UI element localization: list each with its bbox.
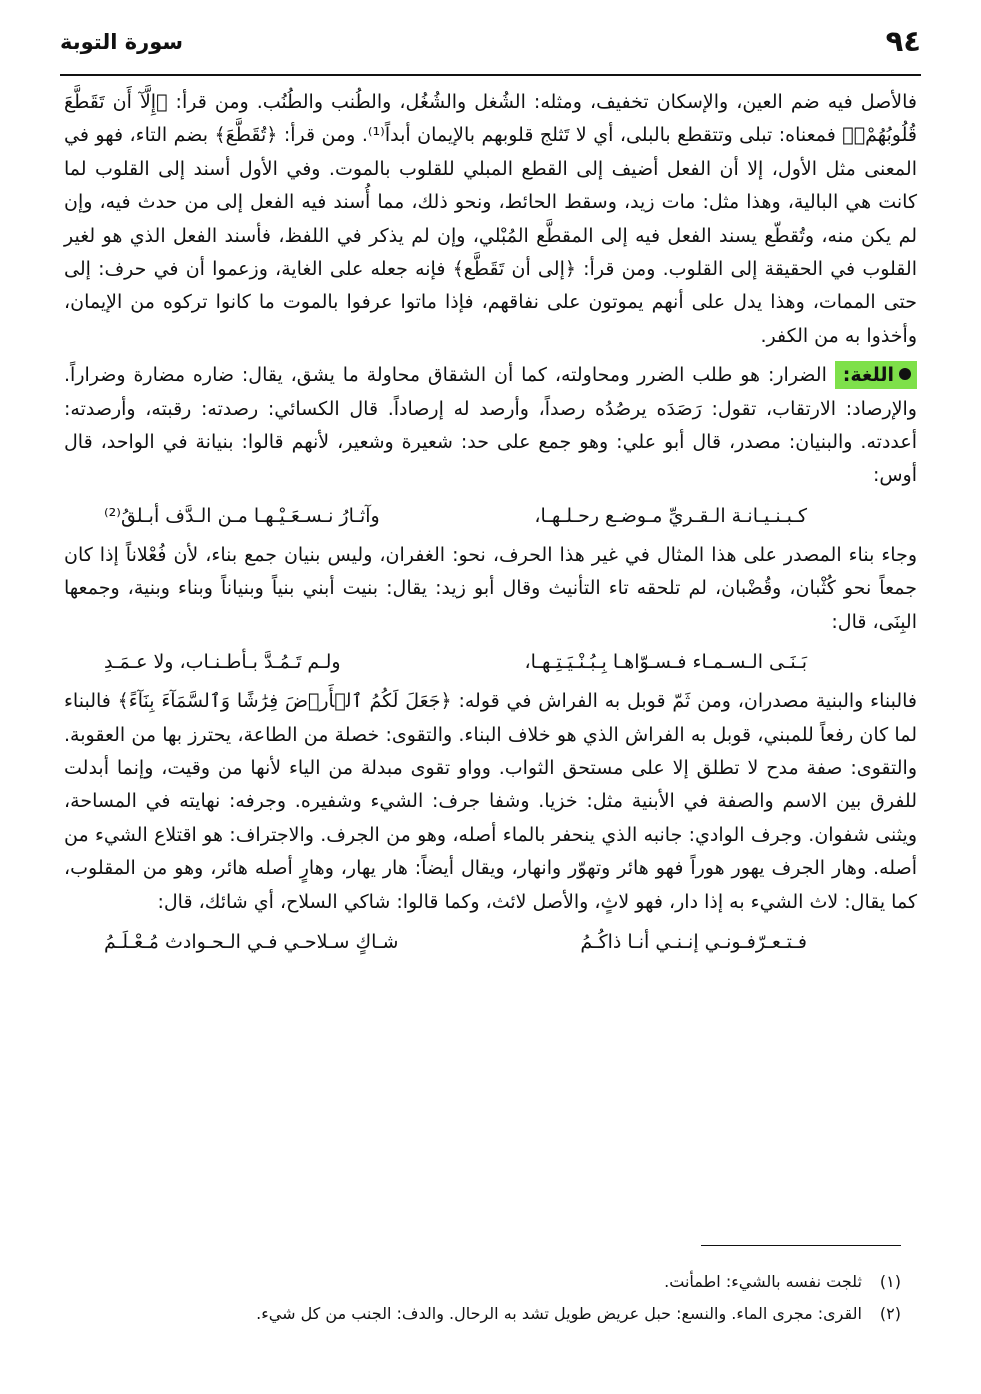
- footnote: [70, 1266, 901, 1298]
- footnote-text: القرى: مجرى الماء. والنسع: حبل عريض طويل تشد به الرحال. والدف: الجنب من كل شيء.: [256, 1304, 862, 1323]
- footnote: [70, 1298, 901, 1330]
- verse-hemistich: كـبـنـيـانـة الـقـريِّ مـوضـع رحـلـهـا،: [534, 504, 807, 527]
- bullet-icon: [899, 368, 911, 380]
- page-number: ٩٤: [885, 24, 921, 58]
- lugha-section-label: [835, 361, 917, 389]
- verse-hemistich: شـاكٍ سـلاحـي فـي الـحـوادث مُـعْـلَـمُ: [104, 930, 399, 953]
- verse-hemistich: فـتـعـرّفـونـي إنـنـي أنـا ذاكُـمُ: [580, 930, 807, 953]
- header-divider: [60, 74, 921, 76]
- main-text: [64, 86, 917, 965]
- paragraph-taqwa: فالبناء والبنية مصدران، ومن ثَمّ قوبل به الفراش في قوله: ﴿جَعَلَ لَكُمُ ٱلۡأَرۡضَ فِرَٰشًا وَٱلسَّمَآءَ بِنَآءً﴾ فالبناء لما كان رفعاً للمبني، قوبل به الفراش الذي هو خلاف البناء. والتقوى: خصلة من الطاعة، يحترز بها من العقوبة. والتقوى: صفة مدح لا تطلق إلا على مستحق الثواب. وواو تقوى مبدلة من الياء لأنها من وقيت، وإنما أبدلت للفرق بين الاسم والصفة في الأبنية مثل: خزيا. وشفا جرف: الشيء وشفيره. وجرفه: نهايته في المساحة، ويثنى شفوان. وجرف الوادي: جانبه الذي ينحفر بالماء أصله، وهو من الجرف. والاجتراف: هو اقتلاع الشيء من أصله. وهار الجرف يهور هوراً فهو هائر وتهوّر وانهار، ويقال أيضاً: هار يهار، وهارٍ أصله هائر، وهو من المقلوب، كما يقال: لاث الشيء به إذا دار، فهو لاثٍ، والأصل لائث، وكما قالوا: شاكي السلاح، أي شائك، قال:: [64, 690, 917, 913]
- verse-hemistich: ولـم تَـمُـدَّ بـأطـنـاب، ولا عـمَـدِ: [104, 651, 341, 674]
- paragraph-bunyan: وجاء بناء المصدر على هذا المثال في غير هذا الحرف، نحو: الغفران، وليس بنيان جمع بناء، لأن فُعْلاناً إذا كان جمعاً نحو كُثْبان، وقُضْبان، لم تلحقه تاء التأنيث وقال أبو زيد: يقال: بنيت أبني بنياً وبنياناً وبناء وبنية، وجمعها البِنَى، قال:: [64, 543, 917, 633]
- footnote-text: ثلجت نفسه بالشيء: اطمأنت.: [664, 1272, 862, 1291]
- surah-title: سورة التوبة: [60, 30, 184, 54]
- paragraph-readings: فالأصل فيه ضم العين، والإسكان تخفيف، ومثله: الشُغل والشُغُل، والطُنب والطُنُب. ومن قرأ: ﴿إِلَّآ أَن تَقَطَّعَ قُلُوبُهُمْۗ﴾ فمعناه: تبلى وتتقطع بالبلى، أي لا تَثلج قلوبهم بالإيمان أبداً⁽¹⁾. ومن قرأ: ﴿تُقَطَّعَ﴾ بضم التاء، فهو في المعنى مثل الأول، إلا أن الفعل أضيف إلى القطع المبلي للقلوب بالموت. وفي الأول أسند إلى القلوب لما كانت هي البالية، وهذا مثل: مات زيد، وسقط الحائط، ونحو ذلك، مما أُسند فيه الفعل إلى من حدث فيه، وإن لم يكن منه، وتُقطّع يسند الفعل فيه إلى المقطَّع المُبْلي، وإن لم يذكر في اللفظ، فأسند الفعل الذي هو لغير القلوب في الحقيقة إلى القلوب. ومن قرأ: ﴿إلى أن تَقَطَّع﴾ فإنه جعله على الغاية، وزعموا أن في حرف: إلى حتى الممات، وهذا يدل على أنهم يموتون على نفاقهم، فإذا ماتوا عرفوا بالموت ما كانوا تركوه من الإيمان، وأخذوا به من الكفر.: [64, 91, 917, 347]
- footnote-number: (١): [879, 1272, 901, 1291]
- paragraph-lugha: [64, 359, 917, 493]
- footnotes: [70, 1266, 901, 1330]
- verse-aws: [64, 493, 917, 539]
- footnote-number: (٢): [879, 1304, 901, 1323]
- page-header: [60, 22, 921, 70]
- verse-shaki: [64, 919, 917, 965]
- lugha-text: الضرار: هو طلب الضرر ومحاولته، كما أن الشقاق محاولة ما يشق، يقال: ضاره مضارة وضراراً. والإرصاد: الارتقاب، تقول: رَصَدَه يرصُدُه رصداً، وأرصد له إرصاداً. قال الكسائي: رصدته: رقبته، وأرصدته: أعددته. والبنيان: مصدر، قال أبو علي: وهو جمع على حد: شعيرة وشعير، لأنهم قالوا: بنيانة في الواحد، قال أوس:: [64, 364, 917, 487]
- footnote-divider: [701, 1245, 901, 1246]
- verse-hemistich: وآثـارُ نـسـعَـيْـهـا مـن الـدَّف أبـلقُ⁽²⁾: [104, 504, 380, 527]
- lugha-label-text: اللغة:: [842, 364, 894, 387]
- verse-hemistich: بَـنَـى الـسـمـاء فـسـوّاهـا بِـبُـنْـيَـتِـهـا،: [524, 651, 807, 674]
- verse-bina: [64, 639, 917, 685]
